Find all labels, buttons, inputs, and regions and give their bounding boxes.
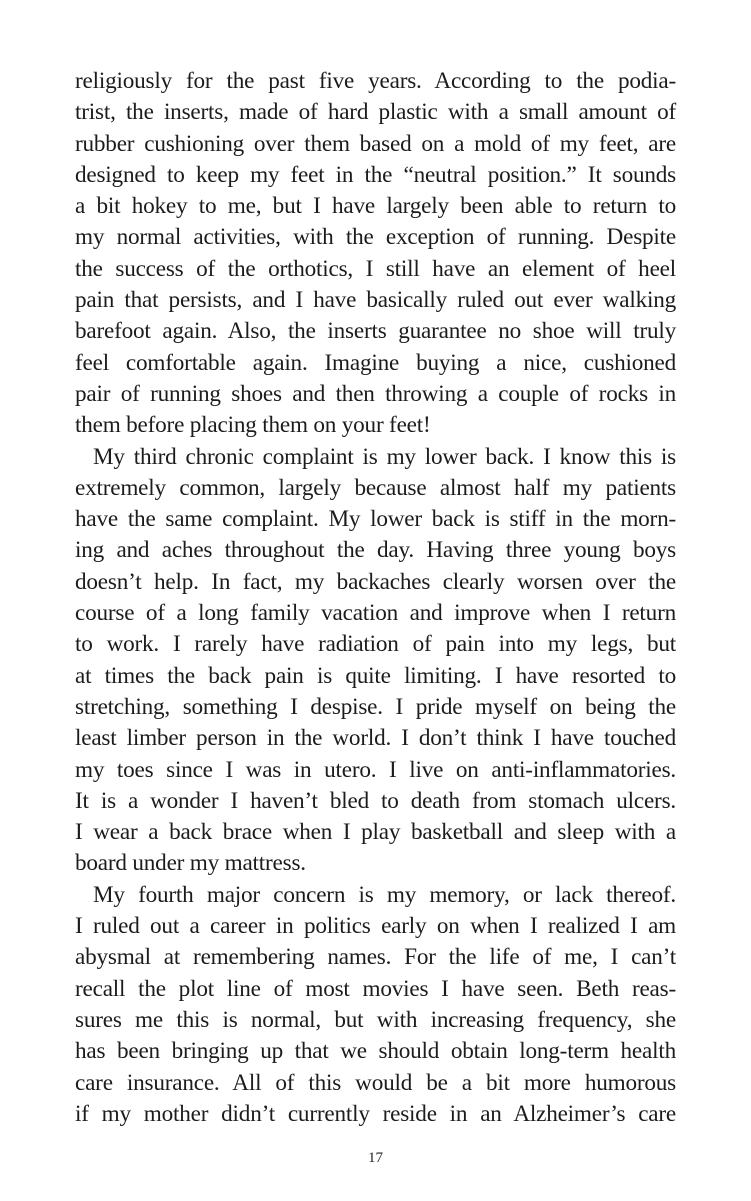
text-line: my toes since I was in utero. I live on anti-inflammatories. (75, 756, 676, 783)
text-line: feel comfortable again. Imagine buying a nice, cushioned (75, 349, 676, 376)
text-line: I ruled out a career in politics early on when I realized I am (75, 913, 676, 940)
text-line: pair of running shoes and then throwing a couple of rocks in (75, 380, 676, 407)
text-line: religiously for the past five years. According to the podia- (75, 68, 676, 94)
text-line: barefoot again. Also, the inserts guarantee no shoe will truly (75, 318, 676, 345)
text-line: board under my mattress. (75, 850, 306, 877)
text-line: trist, the inserts, made of hard plastic with a small amount of (75, 99, 676, 126)
page-body (75, 66, 676, 1130)
text-line: has been bringing up that we should obtain long-term health (75, 1038, 676, 1065)
text-line: I wear a back brace when I play basketball and sleep with a (75, 819, 676, 846)
text-line: at times the back pain is quite limiting. I have resorted to (75, 662, 676, 689)
text-line: have the same complaint. My lower back is stiff in the morn- (75, 506, 676, 533)
text-line: My third chronic complaint is my lower back. I know this is (93, 443, 676, 470)
text-line: least limber person in the world. I don’t think I have touched (75, 725, 676, 752)
text-line: if my mother didn’t currently reside in an Alzheimer’s care (75, 1100, 676, 1127)
text-line: It is a wonder I haven’t bled to death from stomach ulcers. (75, 787, 676, 814)
text-line: rubber cushioning over them based on a mold of my feet, are (75, 130, 676, 157)
text-line: designed to keep my feet in the “neutral position.” It sounds (75, 161, 676, 188)
text-line: recall the plot line of most movies I have seen. Beth reas- (75, 975, 676, 1002)
text-line: pain that persists, and I have basically ruled out ever walking (75, 287, 676, 314)
text-line: extremely common, largely because almost half my patients (75, 474, 676, 501)
text-line: doesn’t help. In fact, my backaches clearly worsen over the (75, 568, 676, 595)
paragraph (75, 880, 676, 1130)
text-line: sures me this is normal, but with increasing frequency, she (75, 1006, 676, 1033)
text-line: stretching, something I despise. I pride myself on being the (75, 693, 676, 720)
text-line: a bit hokey to me, but I have largely been able to return to (75, 193, 676, 220)
page-number: 17 (368, 1150, 383, 1166)
text-line: course of a long family vacation and improve when I return (75, 600, 676, 627)
text-line: ing and aches throughout the day. Having three young boys (75, 537, 676, 564)
text-line: to work. I rarely have radiation of pain into my legs, but (75, 631, 676, 658)
text-line: care insurance. All of this would be a bit more humorous (75, 1069, 676, 1096)
text-line: My fourth major concern is my memory, or lack thereof. (93, 881, 676, 908)
paragraph (75, 442, 676, 880)
text-line: the success of the orthotics, I still have an element of heel (75, 255, 676, 282)
paragraph (75, 66, 676, 442)
text-line: my normal activities, with the exception of running. Despite (75, 224, 676, 251)
text-line: them before placing them on your feet! (75, 412, 431, 439)
text-line: abysmal at remembering names. For the life of me, I can’t (75, 944, 676, 971)
